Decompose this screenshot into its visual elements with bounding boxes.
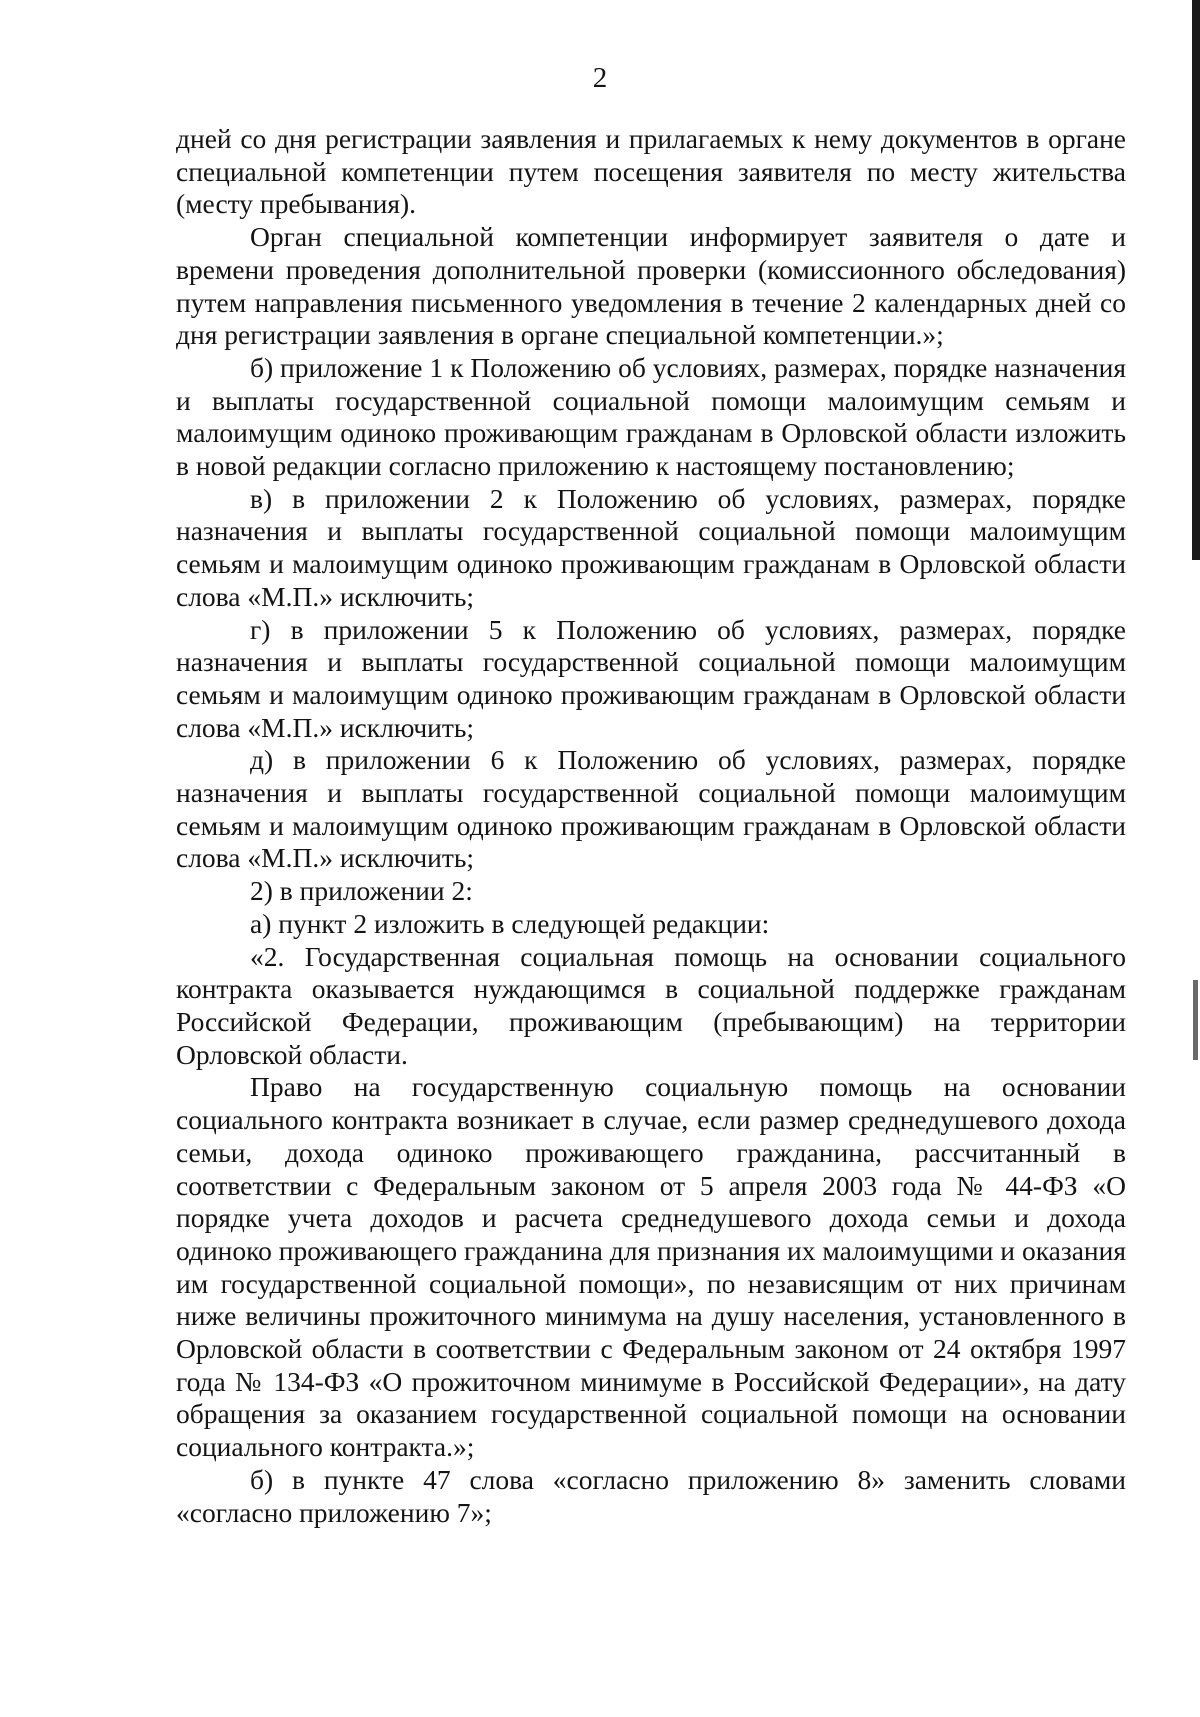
paragraph-item-b: б) приложение 1 к Положению об условиях, размерах, порядке назначения и выплаты государственной социальной помощи малоимущим семьям и малоимущим одиноко проживающим гражданам в Орловской области изложить в новой редакции согласно приложению к настоящему постановлению; xyxy=(176,351,1126,482)
paragraph-item-b-point-47: б) в пункте 47 слова «согласно приложению 8» заменить словами «согласно приложению 7»; xyxy=(176,1463,1126,1528)
paragraph-notification: Орган специальной компетенции информирует заявителя о дате и времени проведения дополнительной проверки (комиссионного обследования) путем направления письменного уведомления в течение 2 календарных дней со дня регистрации заявления в органе специальной компетенции.»; xyxy=(176,221,1126,351)
page-number: 2 xyxy=(592,62,608,94)
paragraph-continuation: дней со дня регистрации заявления и прилагаемых к нему документов в органе специальной компетенции путем посещения заявителя по месту жительства (месту пребывания). xyxy=(176,123,1126,220)
paragraph-item-a: а) пункт 2 изложить в следующей редакции: xyxy=(250,907,770,939)
paragraph-item-d: д) в приложении 6 к Положению об условиях, размерах, порядке назначения и выплаты государственной социальной помощи малоимущим семьям и малоимущим одиноко проживающим гражданам в Орловской области слова «М.П.» исключить; xyxy=(176,744,1126,874)
paragraph-right-to-assistance: Право на государственную социальную помощь на основании социального контракта возникает в случае, если размер среднедушевого дохода семьи, дохода одиноко проживающего гражданина, рассчитанный в соответствии с Федеральным законом от 5 апреля 2003 года № 44-ФЗ «О порядке учета доходов и расчета среднедушевого дохода семьи и дохода одиноко проживающего гражданина для признания их малоимущими и оказания им государственной социальной помощи», по независящим от них причинам ниже величины прожиточного минимума на душу населения, установленного в Орловской области в соответствии с Федеральным законом от 24 октября 1997 года № 134-ФЗ «О прожиточном минимуме в Российской Федерации», на дату обращения за оказанием государственной социальной помощи на основании социального контракта.»; xyxy=(176,1071,1126,1463)
document-body xyxy=(176,123,1126,1529)
paragraph-point-2: «2. Государственная социальная помощь на основании социального контракта оказывается нуждающимся в социальной поддержке гражданам Российской Федерации, проживающим (пребывающим) на территории Орловской области. xyxy=(176,940,1126,1070)
paragraph-item-2: 2) в приложении 2: xyxy=(250,875,473,907)
paragraph-item-g: г) в приложении 5 к Положению об условиях, размерах, порядке назначения и выплаты государственной социальной помощи малоимущим семьям и малоимущим одиноко проживающим гражданам в Орловской области слова «М.П.» исключить; xyxy=(176,613,1126,743)
scan-edge-mark-lower xyxy=(1193,980,1198,1060)
paragraph-item-v: в) в приложении 2 к Положению об условиях, размерах, порядке назначения и выплаты государственной социальной помощи малоимущим семьям и малоимущим одиноко проживающим гражданам в Орловской области слова «М.П.» исключить; xyxy=(176,482,1126,612)
scan-edge-mark xyxy=(1192,0,1200,560)
